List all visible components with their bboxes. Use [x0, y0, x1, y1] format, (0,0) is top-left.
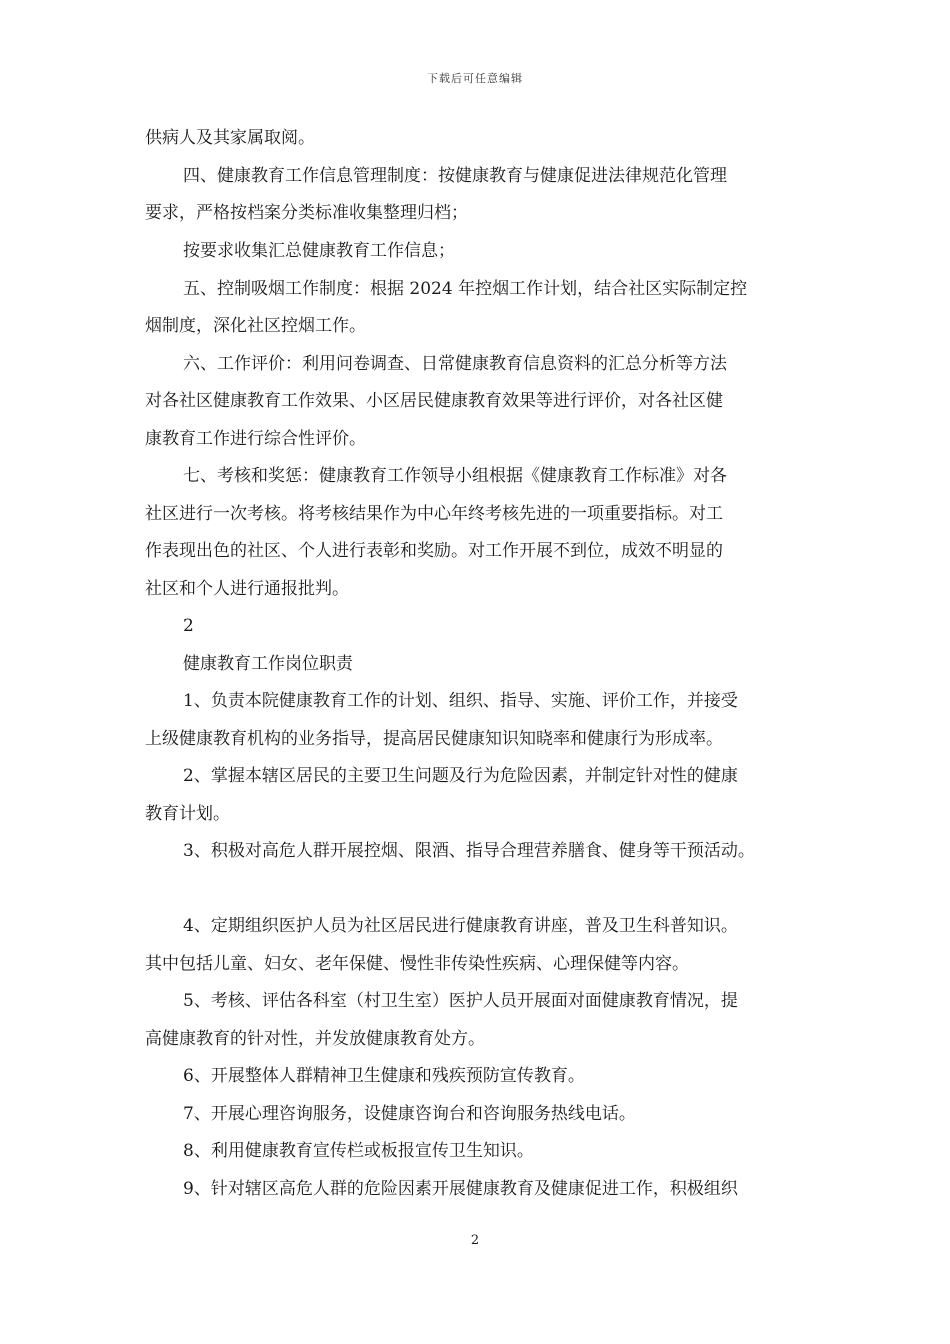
- text-line: 2: [183, 616, 194, 636]
- text-line: 高健康教育的针对性，并发放健康教育处方。: [145, 1029, 485, 1049]
- text-line: 作表现出色的社区、个人进行表彰和奖励。对工作开展不到位，成效不明显的: [145, 541, 723, 561]
- text-line: 六、工作评价：利用问卷调查、日常健康教育信息资料的汇总分析等方法: [183, 354, 727, 374]
- page-header: 下载后可任意编辑: [427, 72, 523, 85]
- text-line: 五、控制吸烟工作制度：根据 2024 年控烟工作计划，结合社区实际制定控: [183, 279, 748, 299]
- text-line: 上级健康教育机构的业务指导，提高居民健康知识知晓率和健康行为形成率。: [145, 729, 723, 749]
- text-line: 3、积极对高危人群开展控烟、限酒、指导合理营养膳食、健身等干预活动。: [183, 841, 755, 861]
- text-line: 其中包括儿童、妇女、老年保健、慢性非传染性疾病、心理保健等内容。: [145, 954, 689, 974]
- text-line: 要求，严格按档案分类标准收集整理归档；: [145, 203, 468, 223]
- text-line: 8、利用健康教育宣传栏或板报宣传卫生知识。: [183, 1141, 534, 1161]
- text-line: 4、定期组织医护人员为社区居民进行健康教育讲座，普及卫生科普知识。: [183, 916, 738, 936]
- text-line: 7、开展心理咨询服务，设健康咨询台和咨询服务热线电话。: [183, 1104, 636, 1124]
- text-line: 对各社区健康教育工作效果、小区居民健康教育效果等进行评价，对各社区健: [145, 391, 723, 411]
- text-line: 社区进行一次考核。将考核结果作为中心年终考核先进的一项重要指标。对工: [145, 504, 723, 524]
- section-title: 健康教育工作岗位职责: [183, 654, 353, 674]
- page-number: 2: [470, 1233, 480, 1248]
- text-line: 9、针对辖区高危人群的危险因素开展健康教育及健康促进工作，积极组织: [183, 1179, 738, 1199]
- text-line: 供病人及其家属取阅。: [145, 128, 315, 148]
- text-line: 四、健康教育工作信息管理制度：按健康教育与健康促进法律规范化管理: [183, 166, 727, 186]
- text-line: 社区和个人进行通报批判。: [145, 579, 349, 599]
- text-line: 康教育工作进行综合性评价。: [145, 429, 366, 449]
- text-line: 5、考核、评估各科室（村卫生室）医护人员开展面对面健康教育情况，提: [183, 991, 738, 1011]
- text-line: 烟制度，深化社区控烟工作。: [145, 316, 366, 336]
- text-line: 七、考核和奖惩：健康教育工作领导小组根据《健康教育工作标准》对各: [183, 466, 727, 486]
- text-line: 2、掌握本辖区居民的主要卫生问题及行为危险因素，并制定针对性的健康: [183, 766, 738, 786]
- text-line: 1、负责本院健康教育工作的计划、组织、指导、实施、评价工作，并接受: [183, 691, 738, 711]
- text-line: 6、开展整体人群精神卫生健康和残疾预防宣传教育。: [183, 1066, 585, 1086]
- text-line: 教育计划。: [145, 804, 230, 824]
- text-line: 按要求收集汇总健康教育工作信息；: [183, 241, 455, 261]
